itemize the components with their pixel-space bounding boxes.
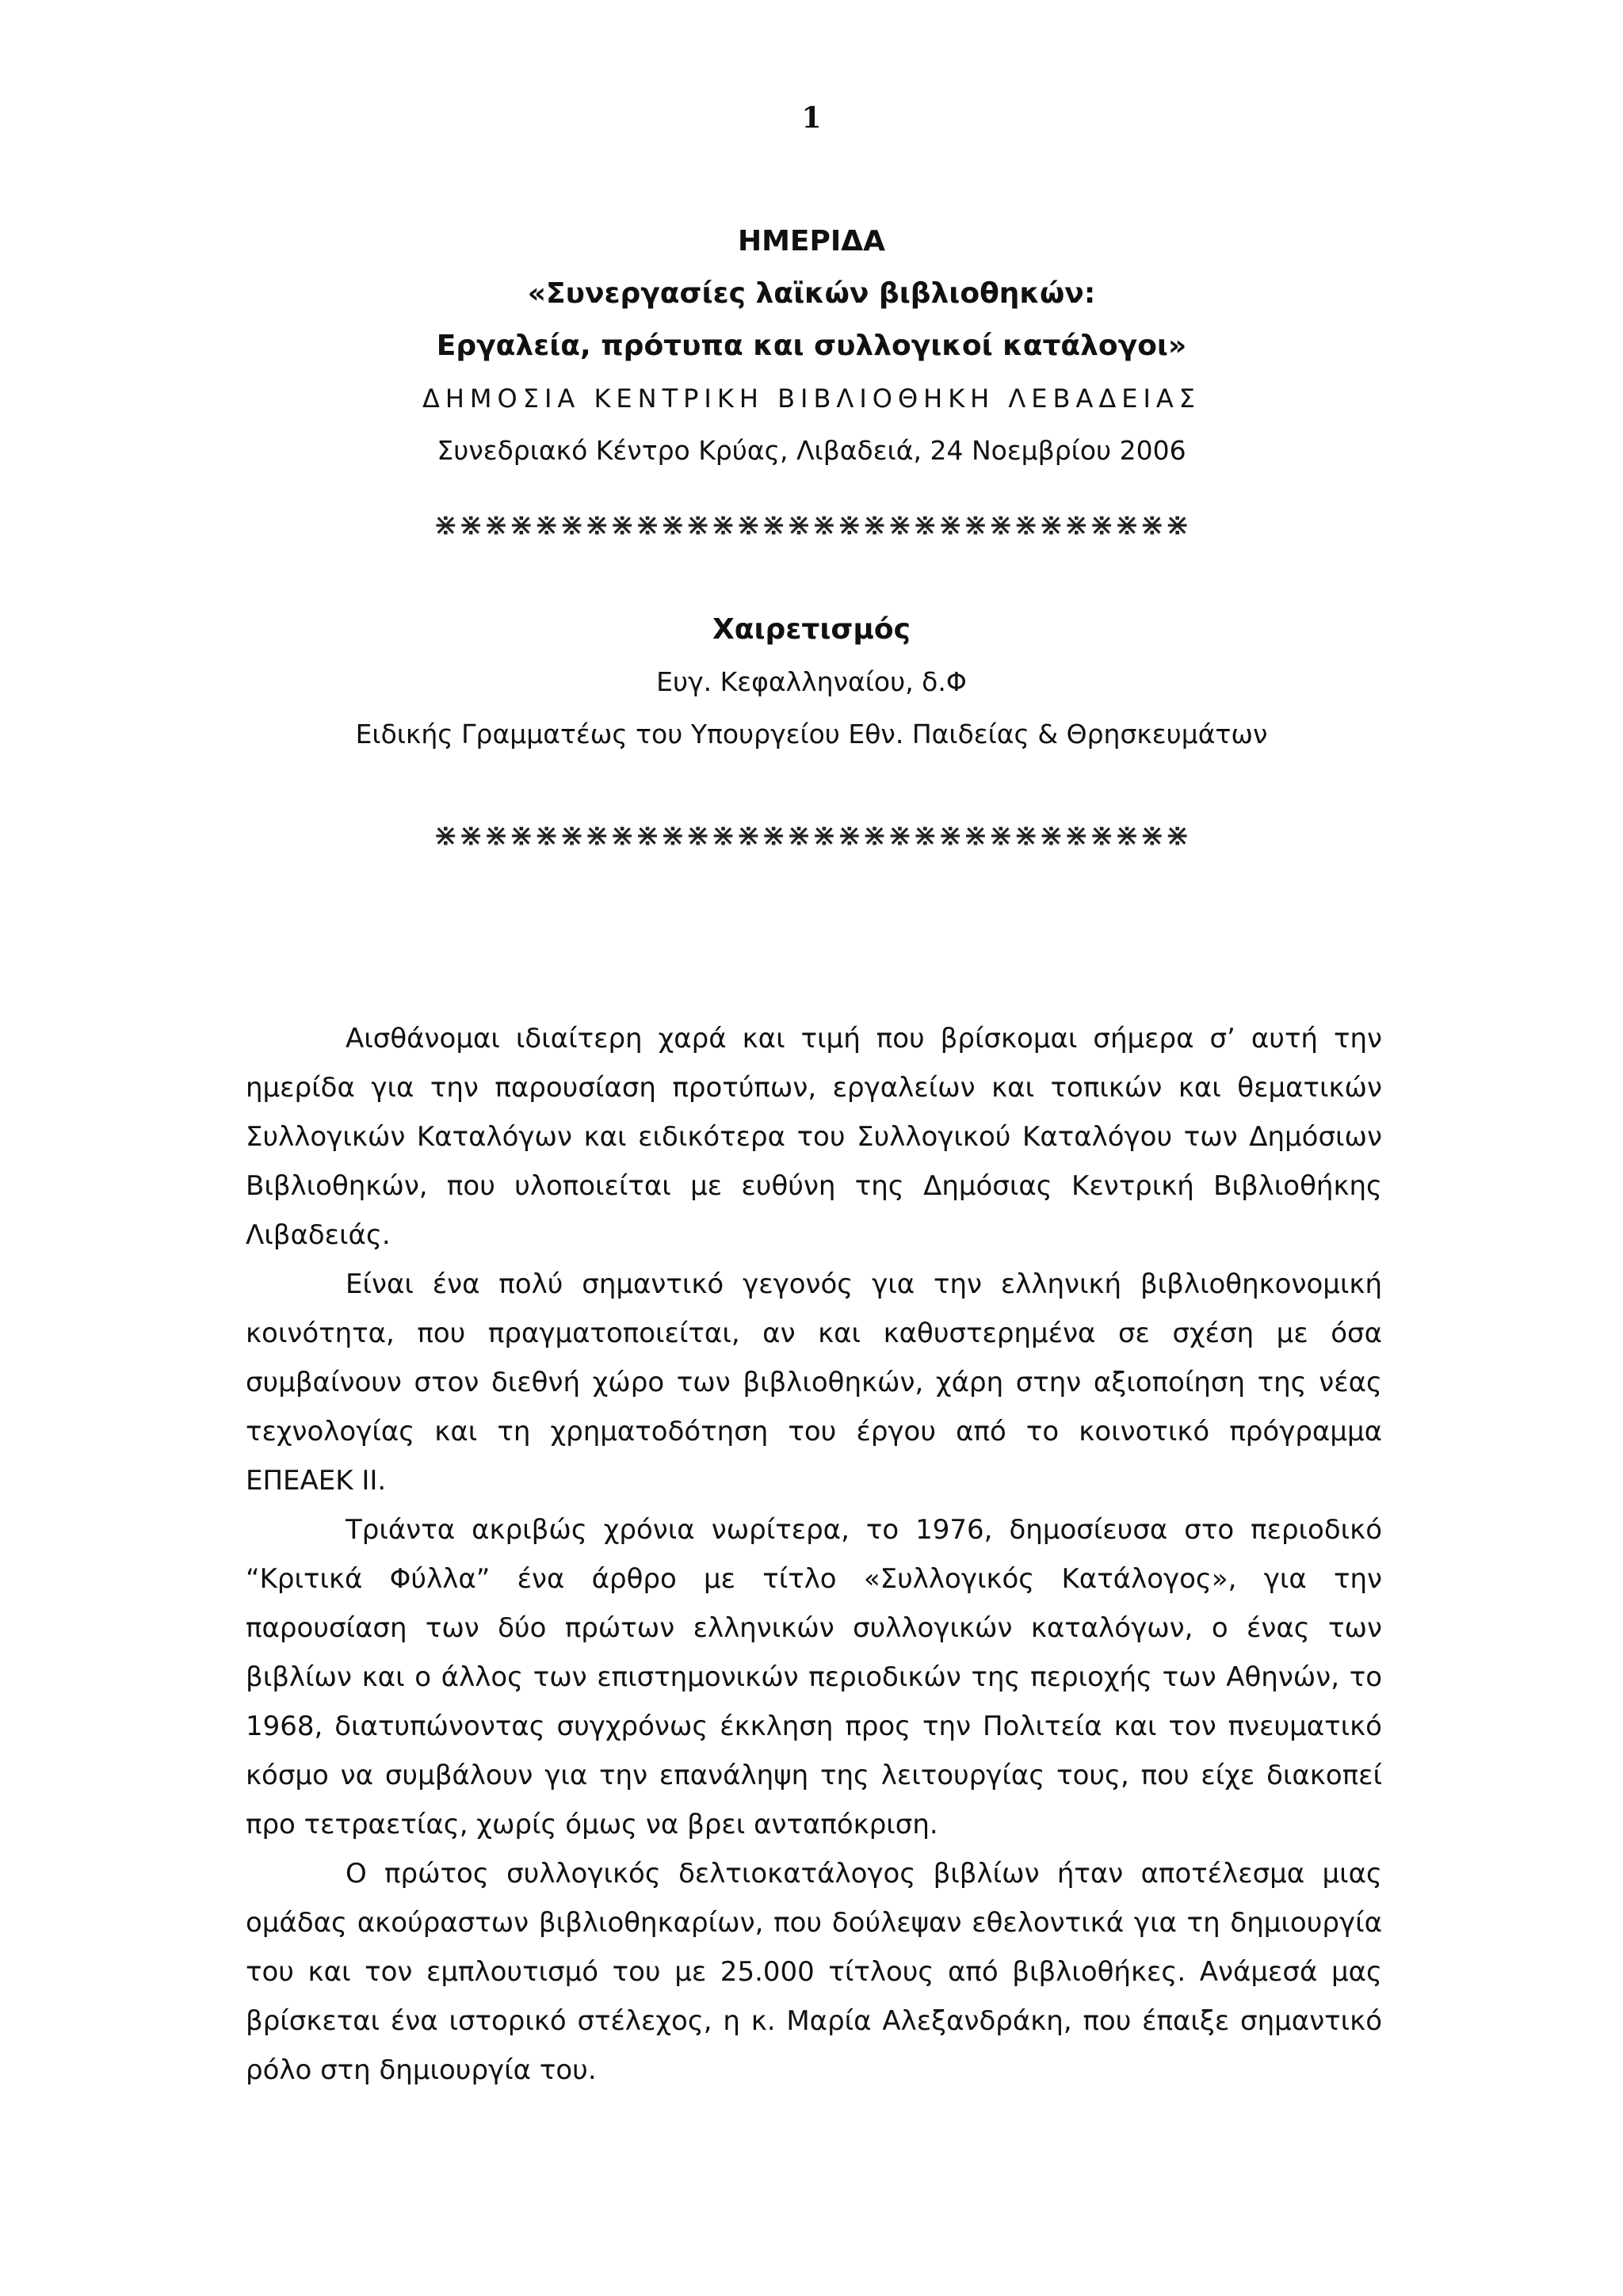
venue-date: Συνεδριακό Κέντρο Κρύας, Λιβαδειά, 24 Νοεμβρίου 2006 [437,435,1186,466]
paragraph-2: Είναι ένα πολύ σημαντικό γεγονός για την ελληνική βιβλιοθηκονομική κοινότητα, που πραγματοποιείται, αν και καθυστερημένα σε σχέση με όσα συμβαίνουν στον διεθνή χώρο των βιβλιοθηκών, χάρη στην αξιοποίηση της νέας τεχνολογίας και τη χρηματοδότηση του έργου από το κοινοτικό πρόγραμμα ΕΠΕΑΕΚ ΙΙ. [246,1268,1382,1497]
ornament-divider-bottom: ⋇⋇⋇⋇⋇⋇⋇⋇⋇⋇⋇⋇⋇⋇⋇⋇⋇⋇⋇⋇⋇⋇⋇⋇⋇⋇⋇⋇⋇⋇ [433,818,1190,852]
event-subtitle-line-1: «Συνεργασίες λαϊκών βιβλιοθηκών: [527,277,1096,310]
ornament-divider-top: ⋇⋇⋇⋇⋇⋇⋇⋇⋇⋇⋇⋇⋇⋇⋇⋇⋇⋇⋇⋇⋇⋇⋇⋇⋇⋇⋇⋇⋇⋇ [433,507,1190,542]
paragraph-4: Ο πρώτος συλλογικός δελτιοκατάλογος βιβλίων ήταν αποτέλεσμα μιας ομάδας ακούραστων βιβλιοθηκαρίων, που δούλεψαν εθελοντικά για τη δημιουργία του και τον εμπλουτισμό του με 25.000 τίτλους από βιβλιοθήκες. Ανάμεσά μας βρίσκεται ένα ιστορικό στέλεχος, η κ. Μαρία Αλεξανδράκη, που έπαιξε σημαντικό ρόλο στη δημιουργία του. [246,1858,1382,2086]
paragraph-1: Αισθάνομαι ιδιαίτερη χαρά και τιμή που βρίσκομαι σήμερα σ’ αυτή την ημερίδα για την παρουσίαση προτύπων, εργαλείων και τοπικών και θεματικών Συλλογικών Καταλόγων και ειδικότερα του Συλλογικού Καταλόγου των Δημόσιων Βιβλιοθηκών, που υλοποιείται με ευθύνη της Δημόσιας Κεντρική Βιβλιοθήκης Λιβαδειάς. [246,1023,1382,1251]
greeting-block [0,604,1623,761]
event-header [0,215,1623,477]
greeting-role: Ειδικής Γραμματέως του Υπουργείου Εθν. Παιδείας & Θρησκευμάτων [355,719,1268,749]
event-subtitle-line-2: Εργαλεία, πρότυπα και συλλογικοί κατάλογοι» [436,330,1187,362]
body-text [246,1014,1382,2095]
event-title: ΗΜΕΡΙΔΑ [737,225,886,257]
greeting-heading: Χαιρετισμός [712,613,911,646]
paragraph-3: Τριάντα ακριβώς χρόνια νωρίτερα, το 1976, δημοσίευσα στο περιοδικό “Κριτικά Φύλλα” ένα άρθρο με τίτλο «Συλλογικός Κατάλογος», για την παρουσίαση των δύο πρώτων ελληνικών συλλογικών καταλόγων, ο ένας των βιβλίων και ο άλλος των επιστημονικών περιοδικών της περιοχής των Αθηνών, το 1968, διατυπώνοντας συγχρόνως έκκληση προς την Πολιτεία και τον πνευματικό κόσμο να συμβάλουν για την επανάληψη της λειτουργίας τους, που είχε διακοπεί προ τετραετίας, χωρίς όμως να βρει ανταπόκριση. [246,1514,1382,1840]
greeting-author: Ευγ. Κεφαλληναίου, δ.Φ [656,666,967,697]
page-number: 1 [801,101,822,135]
organizer: ΔΗΜΟΣΙΑ ΚΕΝΤΡΙΚΗ ΒΙΒΛΙΟΘΗΚΗ ΛΕΒΑΔΕΙΑΣ [422,383,1201,414]
